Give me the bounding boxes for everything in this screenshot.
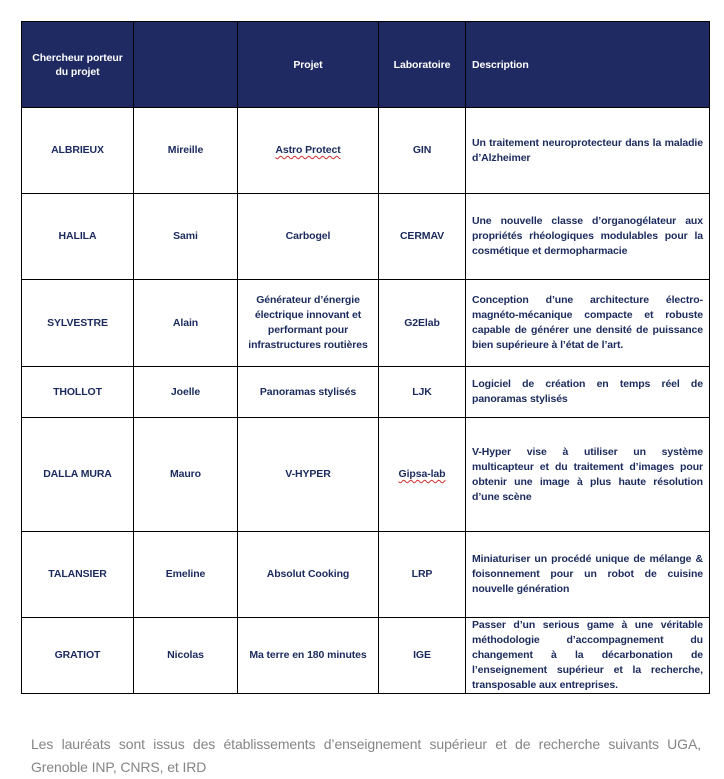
cell-project <box>238 108 379 194</box>
laureats-table <box>21 21 710 694</box>
cell-firstname: Mireille <box>134 108 238 194</box>
table-header-row <box>22 22 710 108</box>
cell-description: Une nouvelle classe d’organogélateur aux propriétés rhéologiques modulables pour la cosmétique et dermopharmacie <box>466 194 710 280</box>
header-project: Projet <box>238 22 379 108</box>
table-row <box>22 108 710 194</box>
cell-firstname: Nicolas <box>134 618 238 694</box>
cell-lastname: DALLA MURA <box>22 418 134 532</box>
cell-firstname: Mauro <box>134 418 238 532</box>
footnote-text: Les lauréats sont issus des établissements d’enseignement supérieur et de recherche suivants UGA, Grenoble INP, CNRS, et IRD <box>31 736 701 775</box>
cell-project: Générateur d’énergie électrique innovant et performant pour infrastructures routières <box>238 280 379 367</box>
cell-project: Panoramas stylisés <box>238 367 379 418</box>
cell-lastname: HALILA <box>22 194 134 280</box>
cell-lab: LJK <box>379 367 466 418</box>
cell-firstname: Sami <box>134 194 238 280</box>
cell-description: Passer d’un serious game à une véritable méthodologie d’accompagnement du changement à la décarbonation de l’enseignement supérieur et la recherche, transposable aux entreprises. <box>466 618 710 694</box>
table-row <box>22 280 710 367</box>
cell-project: Ma terre en 180 minutes <box>238 618 379 694</box>
cell-description: Conception d’une architecture électro-magnéto-mécanique compacte et robuste capable de générer une densité de puissance bien supérieure à l’état de l’art. <box>466 280 710 367</box>
cell-lab: GIN <box>379 108 466 194</box>
header-description: Description <box>466 22 710 108</box>
cell-lab <box>379 418 466 532</box>
cell-lab: CERMAV <box>379 194 466 280</box>
header-lab: Laboratoire <box>379 22 466 108</box>
cell-description: Logiciel de création en temps réel de panoramas stylisés <box>466 367 710 418</box>
cell-description: Un traitement neuroprotecteur dans la maladie d’Alzheimer <box>466 108 710 194</box>
cell-lastname: GRATIOT <box>22 618 134 694</box>
cell-project: V-HYPER <box>238 418 379 532</box>
cell-lab: LRP <box>379 532 466 618</box>
cell-lastname: ALBRIEUX <box>22 108 134 194</box>
header-firstname <box>134 22 238 108</box>
table-row <box>22 367 710 418</box>
cell-project-text: Astro Protect <box>275 144 341 156</box>
cell-project: Absolut Cooking <box>238 532 379 618</box>
table-row <box>22 618 710 694</box>
header-researcher: Chercheur porteur du projet <box>22 22 134 108</box>
cell-lastname: THOLLOT <box>22 367 134 418</box>
cell-description: V-Hyper vise à utiliser un système multicapteur et du traitement d’images pour obtenir une image à plus haute résolution d’une scène <box>466 418 710 532</box>
table-row <box>22 418 710 532</box>
cell-lastname: SYLVESTRE <box>22 280 134 367</box>
table-row <box>22 194 710 280</box>
cell-firstname: Alain <box>134 280 238 367</box>
cell-lab-text: Gipsa-lab <box>398 468 446 480</box>
cell-project: Carbogel <box>238 194 379 280</box>
cell-firstname: Emeline <box>134 532 238 618</box>
cell-lab: G2Elab <box>379 280 466 367</box>
cell-lab: IGE <box>379 618 466 694</box>
cell-description: Miniaturiser un procédé unique de mélange & foisonnement pour un robot de cuisine nouvelle génération <box>466 532 710 618</box>
cell-firstname: Joelle <box>134 367 238 418</box>
cell-lastname: TALANSIER <box>22 532 134 618</box>
table-row <box>22 532 710 618</box>
